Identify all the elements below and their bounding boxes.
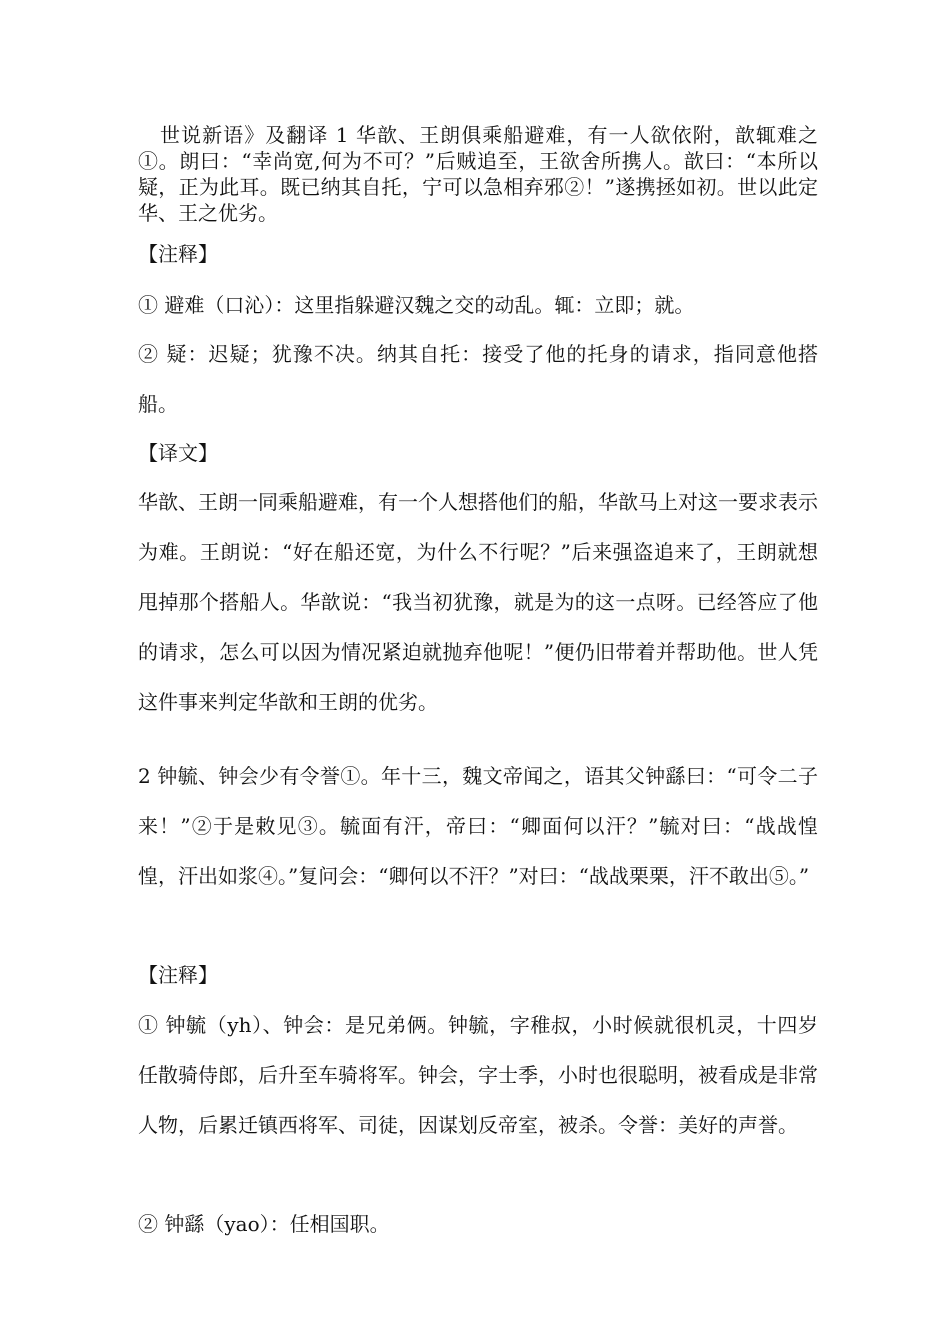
note-1-1: ① 避难（口沁）：这里指躲避汉魏之交的动乱。辄：立即；就。 — [138, 293, 695, 317]
notes-heading-1: 【注释】 — [138, 242, 218, 266]
translation-paragraph: 华歆、王朗一同乘船避难，有一个人想搭他们的船，华歆马上对这一要求表示为难。王朗说：“好在船还宽，为什么不行呢？”后来强盗追来了，王朗就想甩掉那个搭船人。华歆说：“我当初犹豫，就是为的这一点呀。已经答应了他的请求，怎么可以因为情况紧迫就抛弃他呢！”便仍旧带着并帮助他。世人凭这件事来判定华歆和王朗的优劣。 — [138, 490, 818, 714]
notes-heading-2: 【注释】 — [138, 963, 218, 987]
intro-paragraph: 世说新语》及翻译 1 华歆、王朗俱乘船避难，有一人欲依附，歆辄难之①。朗曰：“幸尚宽,何为不可？”后贼追至，王欲舍所携人。歆曰：“本所以疑，正为此耳。既已纳其自托，宁可以急相弃邪②！”遂携拯如初。世以此定华、王之优劣。 — [138, 123, 818, 225]
note-1-2: ② 疑：迟疑；犹豫不决。纳其自托：接受了他的托身的请求，指同意他搭船。 — [138, 342, 818, 416]
story-2-paragraph: 2 钟毓、钟会少有令誉①。年十三，魏文帝闻之，语其父钟繇曰：“可令二子来！”②于是敕见③。毓面有汗，帝曰：“卿面何以汗？”毓对曰：“战战惶惶，汗出如浆④。”复问会：“卿何以不汗？”对曰：“战战栗栗，汗不敢出⑤。” — [138, 764, 818, 888]
note-2-1: ① 钟毓（yh）、钟会：是兄弟俩。钟毓，字稚叔，小时候就很机灵，十四岁任散骑侍郎，后升至车骑将军。钟会，字士季，小时也很聪明，被看成是非常人物，后累迁镇西将军、司徒，因谋划反帝室，被杀。令誉：美好的声誉。 — [138, 1013, 818, 1137]
note-2-2: ② 钟繇（yao）：任相国职。 — [138, 1212, 390, 1236]
translation-heading: 【译文】 — [138, 441, 218, 465]
